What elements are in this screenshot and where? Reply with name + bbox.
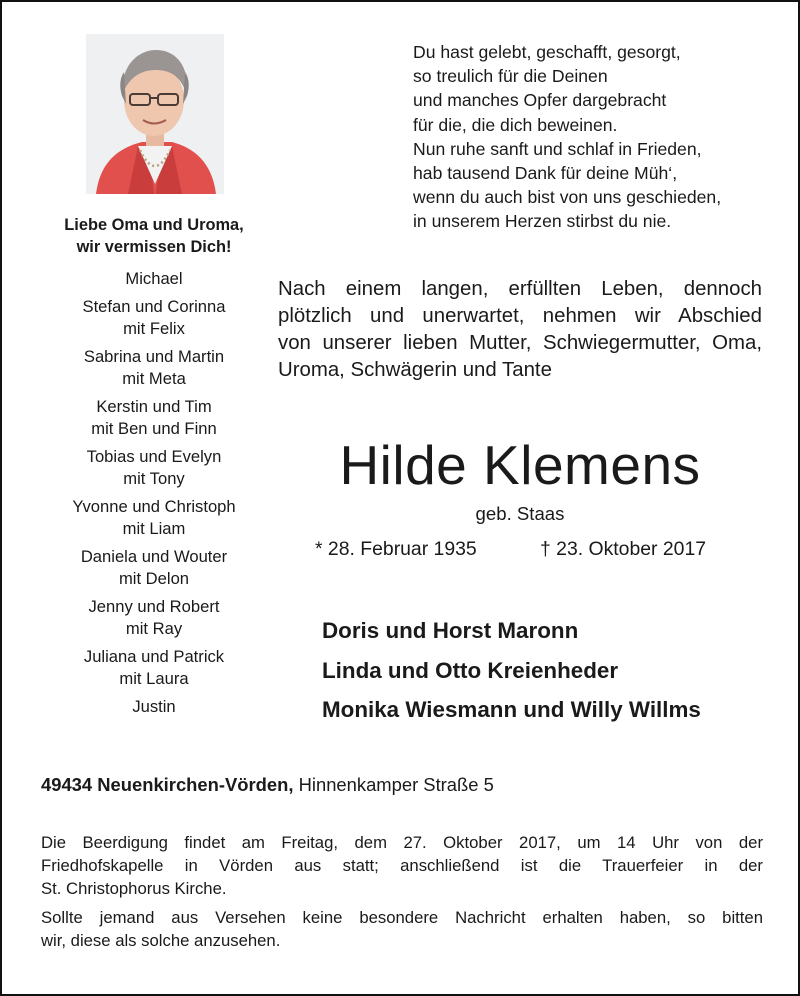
funeral-notice bbox=[41, 831, 763, 958]
address bbox=[41, 772, 494, 798]
family-name: Yvonne und Christoph bbox=[72, 497, 236, 516]
family-children: mit Ben und Finn bbox=[91, 419, 217, 438]
family-children: mit Ray bbox=[125, 619, 183, 638]
address-street: Hinnenkamper Straße 5 bbox=[298, 774, 494, 795]
funeral-line: Die Beerdigung findet am Freitag, dem 27. Oktober 2017, um 14 Uhr von der bbox=[41, 833, 763, 852]
family-group bbox=[22, 446, 286, 490]
grandchildren-list bbox=[22, 268, 286, 724]
funeral-line: St. Christophorus Kirche. bbox=[41, 879, 227, 898]
announcement-line: von unserer lieben Mutter, Schwiegermutter, Oma, bbox=[278, 332, 762, 354]
family-group bbox=[22, 296, 286, 340]
family-group bbox=[22, 596, 286, 640]
poem-line: für die, die dich beweinen. bbox=[413, 114, 618, 135]
family-group bbox=[22, 646, 286, 690]
poem-line: Du hast gelebt, geschafft, gesorgt, bbox=[413, 42, 681, 62]
family-name: Michael bbox=[125, 269, 183, 288]
birth-date: * 28. Februar 1935 bbox=[315, 538, 477, 560]
mourner-name: Doris und Horst Maronn bbox=[322, 618, 579, 643]
mourner-name: Monika Wiesmann und Willy Willms bbox=[322, 697, 701, 722]
mourner-name: Linda und Otto Kreienheder bbox=[322, 657, 619, 683]
death-date: † 23. Oktober 2017 bbox=[540, 538, 707, 560]
family-name: Sabrina und Martin bbox=[83, 347, 225, 366]
poem-line: hab tausend Dank für deine Müh‘, bbox=[413, 163, 678, 184]
family-children: mit Liam bbox=[122, 519, 186, 538]
announcement-text bbox=[278, 276, 762, 384]
funeral-line: Friedhofskapelle in Vörden aus statt; anschließend ist die Trauerfeier in der bbox=[41, 856, 763, 875]
portrait-photo-icon bbox=[86, 34, 224, 194]
poem-line: wenn du auch bist von uns geschieden, bbox=[413, 187, 722, 208]
family-children: mit Meta bbox=[122, 369, 186, 388]
family-group bbox=[22, 496, 286, 540]
announcement-line: Uroma, Schwägerin und Tante bbox=[278, 359, 552, 381]
request-line: wir, diese als solche anzusehen. bbox=[41, 931, 281, 950]
deceased-name: Hilde Klemens bbox=[339, 434, 701, 496]
mourners-list bbox=[322, 611, 701, 730]
family-name: Stefan und Corinna bbox=[82, 297, 226, 316]
request-line: Sollte jemand aus Versehen keine besondere Nachricht erhalten haben, so bitten bbox=[41, 908, 763, 927]
family-group bbox=[22, 696, 286, 718]
family-group bbox=[22, 268, 286, 290]
poem-line: und manches Opfer dargebracht bbox=[413, 90, 667, 111]
funeral-paragraph bbox=[41, 831, 763, 900]
family-name: Kerstin und Tim bbox=[96, 397, 212, 416]
family-name: Juliana und Patrick bbox=[83, 647, 225, 666]
family-group bbox=[22, 546, 286, 590]
announcement-line: plötzlich und unerwartet, nehmen wir Abschied bbox=[278, 305, 762, 327]
poem bbox=[413, 40, 783, 234]
greeting-line: wir vermissen Dich! bbox=[76, 238, 232, 256]
poem-line: Nun ruhe sanft und schlaf in Frieden, bbox=[413, 138, 702, 159]
family-children: mit Felix bbox=[123, 319, 185, 338]
family-group bbox=[22, 396, 286, 440]
family-children: mit Tony bbox=[123, 469, 185, 488]
announcement-line: Nach einem langen, erfüllten Leben, dennoch bbox=[278, 278, 762, 300]
family-name: Daniela und Wouter bbox=[80, 547, 228, 566]
request-paragraph bbox=[41, 906, 763, 952]
family-children: mit Delon bbox=[118, 569, 190, 588]
greeting-line: Liebe Oma und Uroma, bbox=[64, 216, 244, 234]
family-name: Jenny und Robert bbox=[88, 597, 220, 616]
poem-line: so treulich für die Deinen bbox=[413, 66, 608, 87]
poem-line: in unserem Herzen stirbst du nie. bbox=[413, 211, 672, 232]
family-children: mit Laura bbox=[119, 669, 189, 688]
maiden-name: geb. Staas bbox=[475, 503, 565, 524]
family-name: Tobias und Evelyn bbox=[86, 447, 222, 466]
family-name: Justin bbox=[132, 697, 176, 716]
family-group bbox=[22, 346, 286, 390]
greeting bbox=[22, 214, 286, 258]
address-city: 49434 Neuenkirchen-Vörden, bbox=[41, 774, 294, 795]
